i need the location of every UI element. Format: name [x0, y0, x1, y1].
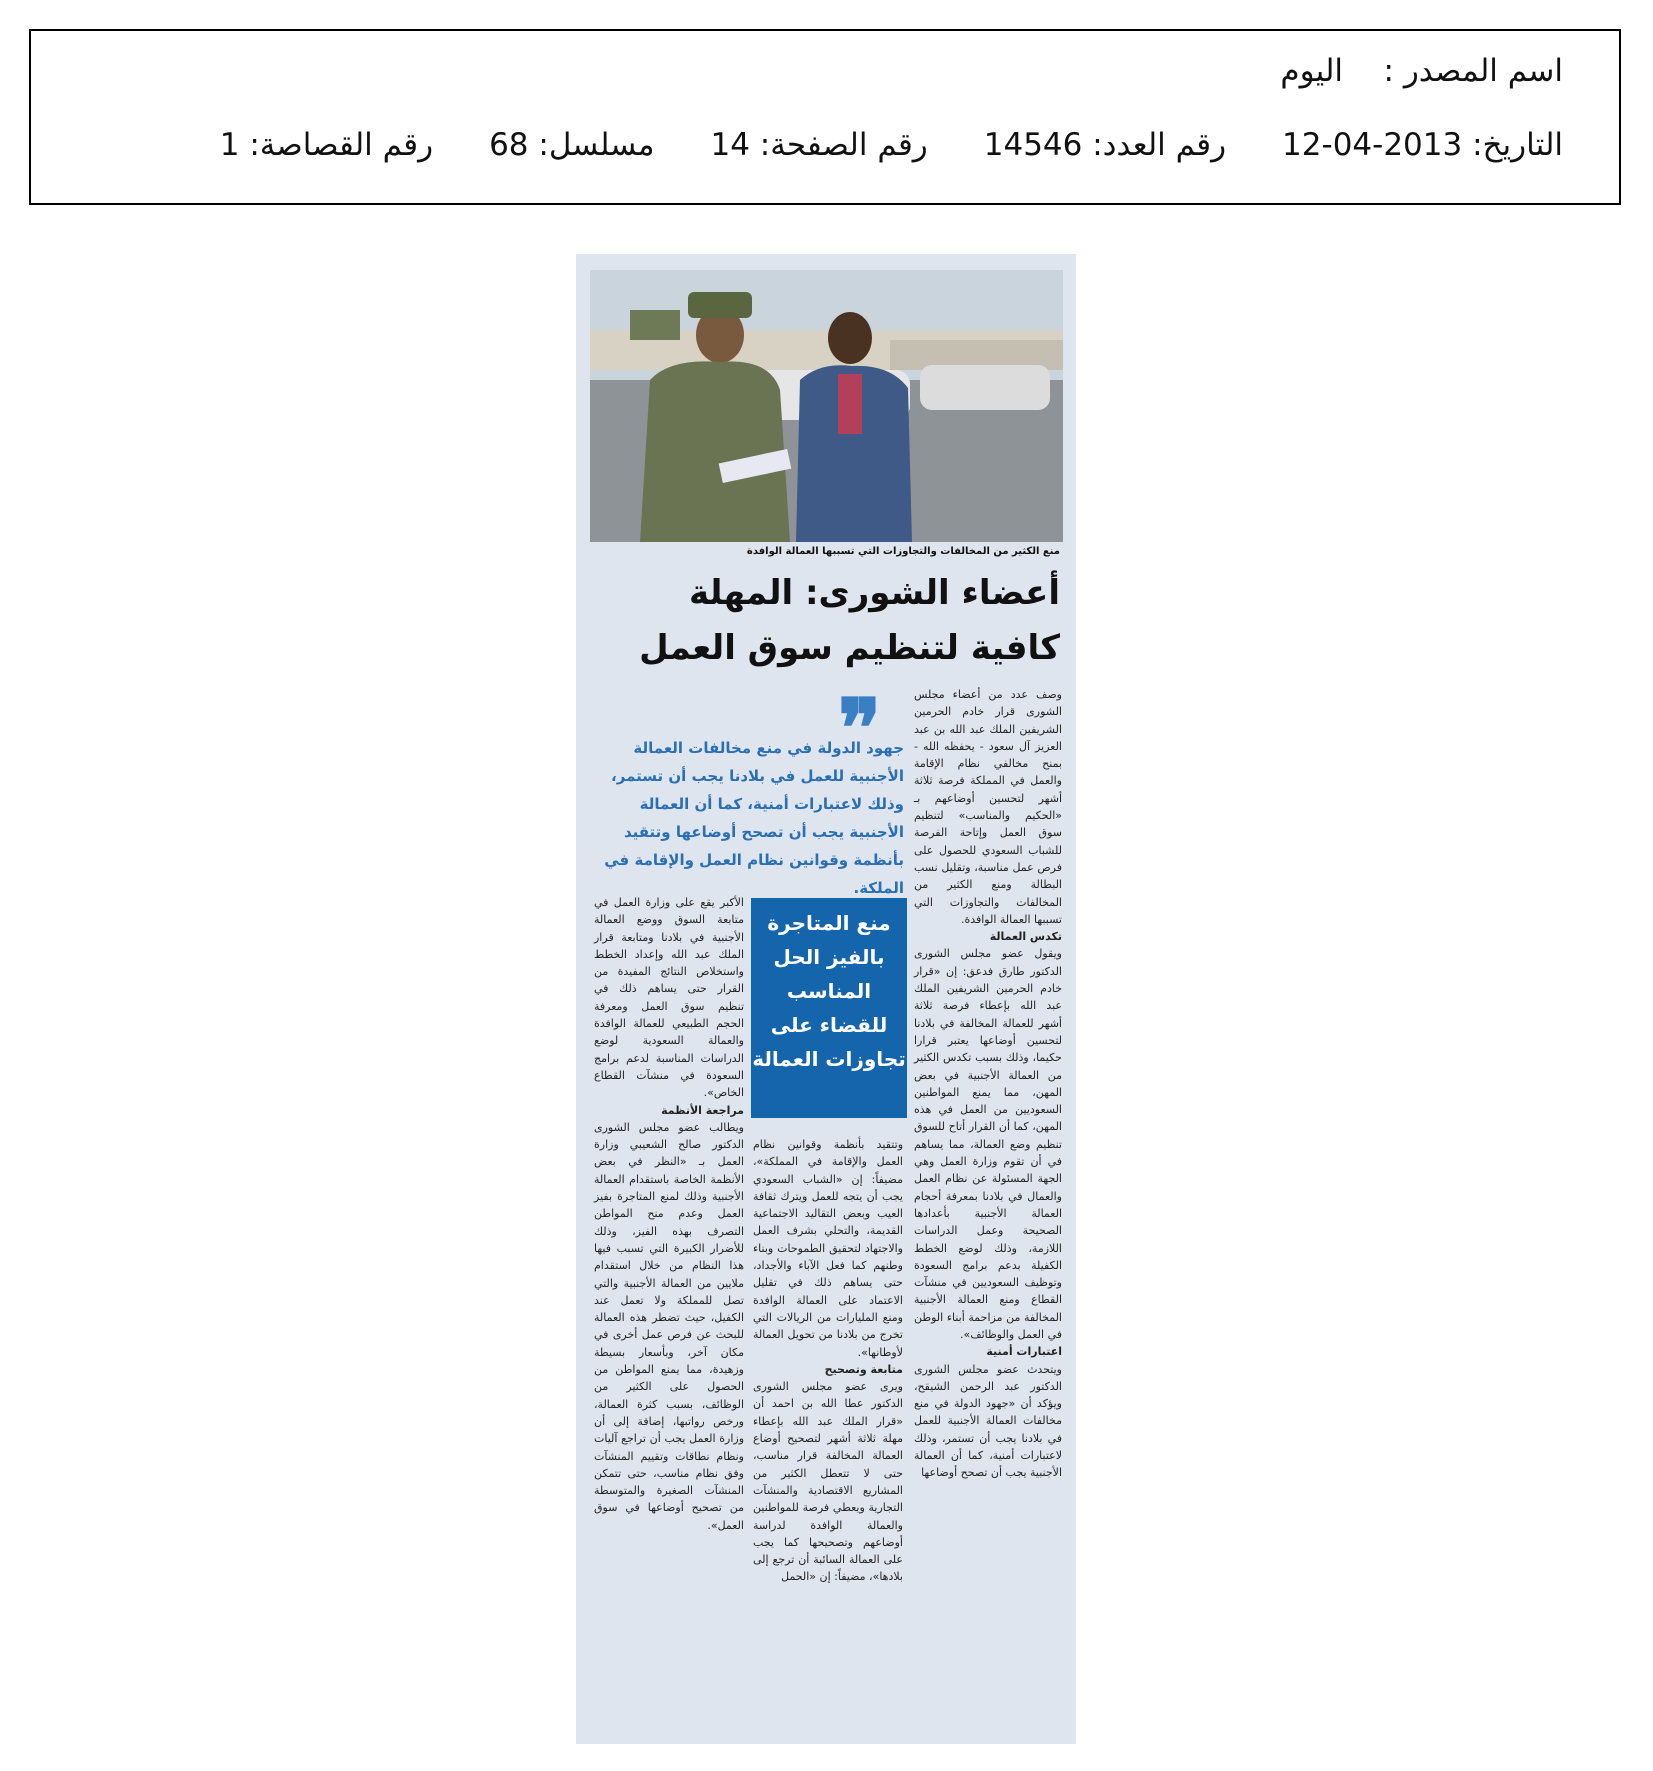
- column-middle: [753, 1136, 903, 1586]
- source-label: اسم المصدر :: [1383, 53, 1563, 89]
- column-left: [594, 894, 744, 1534]
- date-field: التاريخ: 2013-04-12: [1282, 127, 1563, 163]
- paragraph: ويطالب عضو مجلس الشورى الدكتور صالح الشعيبي وزارة العمل بـ «النظر في بعض الأنظمة الخاصة باستقدام العمالة الأجنبية وذلك لمنع المتاجرة بفيز العمل وعدم منح المواطن التصرف بهذه الفيز، وذلك للأضرار الكبيرة التي تسبب فيها هذا النظام من خلال استقدام ملايين من العمالة الأجنبية والتي تصل للمملكة ولا تعمل عند الكفيل، حيث تضطر هذه العمالة للبحث عن فرص عمل أخرى في مكان آخر، وبأسعار بسيطة وزهيدة، مما يمنع المواطن من الحصول على الكثير من الوظائف، بسبب كثرة العمالة، ورخص رواتبها، إضافة إلى أن وزارة العمل يجب أن تراجع آليات ونظام نطاقات وتقييم المنشآت وفق نظام مناسب، حتى تتمكن المنشآت الصغيرة والمتوسطة من تصحيح أوضاعها في سوق العمل».: [594, 1120, 744, 1532]
- paragraph: ويتحدث عضو مجلس الشورى الدكتور عبد الرحمن الشيقح، ويؤكد أن «جهود الدولة في منع مخالفات العمالة الأجنبية للعمل في بلادنا يجب أن تستمر، وذلك لاعتبارات أمنية، كما أن العمالة الأجنبية يجب أن تصحح أوضاعها: [914, 1362, 1062, 1480]
- paragraph: وتتقيد بأنظمة وقوانين نظام العمل والإقامة في المملكة»، مضيفاً: إن «الشباب السعودي يجب أن يتجه للعمل ويترك ثقافة العيب وبعض التقاليد الاجتماعية القديمة، والتحلي بشرف العمل والاجتهاد لتحقيق الطموحات وبناء وطنهم كما فعل الآباء والأجداد، حتى يساهم ذلك في تقليل الاعتماد على العمالة الوافدة ومنع المليارات من الريالات التي تخرج من بلادنا من تحويل العمالة لأوطانها».: [753, 1138, 903, 1359]
- subheading: مراجعة الأنظمة: [661, 1103, 744, 1117]
- column-right: [914, 686, 1062, 1482]
- source-row: [1280, 53, 1563, 89]
- header-box: [29, 29, 1621, 205]
- paragraph: ويقول عضو مجلس الشورى الدكتور طارق فدعق: إن «قرار خادم الحرمين الشريفين الملك عبد الله بإعطاء فرصة ثلاثة أشهر للعمالة المخالفة في بلادنا لتحسين أوضاعها يعتبر قرارا حكيما، وذلك بسبب تكدس الكثير من العمالة الأجنبية في بعض المهن، مما يمنع المواطنين السعوديين من العمل في هذه المهن، كما أن القرار أتاح للسوق تنظيم وضع العمالة، مما يساهم في أن تقوم وزارة العمل وهي الجهة المسئولة عن نظام العمل والعمال في بلادنا بمعرفة أحجام العمالة الأجنبية بأعدادها الصحيحة وعمل الدراسات اللازمة، وذلك لوضع الخطط الكفيلة بدعم برامج السعودة وتوظيف السعوديين في منشآت القطاع ومنع العمالة الأجنبية المخالفة من مزاحمة أبناء الوطن في العمل والوظائف».: [914, 947, 1062, 1341]
- meta-row: [220, 127, 1563, 163]
- photo-caption: منع الكثير من المخالفات والتجاوزات التي تسببها العمالة الوافدة: [746, 546, 1060, 557]
- article-headline: أعضاء الشورى: المهلة كافية لتنظيم سوق العمل: [639, 573, 1060, 668]
- clip-field: رقم القصاصة: 1: [219, 127, 434, 163]
- issue-field: رقم العدد: 14546: [983, 127, 1227, 163]
- pull-quote: جهود الدولة في منع مخالفات العمالة الأجنبية للعمل في بلادنا يجب أن تستمر، وذلك لاعتبارات أمنية، كما أن العمالة الأجنبية يجب أن تصحح أوضاعها وتتقيد بأنظمة وقوانين نظام العمل والإقامة في الملكة.: [604, 739, 904, 897]
- paragraph: الأكبر يقع على وزارة العمل في متابعة السوق ووضع العمالة الأجنبية في بلادنا ومتابعة قرار الملك عبد الله وإعداد الخطط واستخلاص النتائج المفيدة من القرار حتى يساهم ذلك في تنظيم سوق العمل ومعرفة الحجم الطبيعي للعمالة الوافدة والعمالة السعودية لوضع الدراسات المناسبة لدعم برامج السعودة في منشآت القطاع الخاص».: [594, 896, 744, 1100]
- quote-icon: ❞: [838, 681, 882, 775]
- page-field: رقم الصفحة: 14: [710, 127, 928, 163]
- serial-field: مسلسل: 68: [489, 127, 655, 163]
- subheading: تكدس العمالة: [989, 930, 1062, 944]
- subheading: متابعة وتصحيح: [824, 1362, 903, 1376]
- article-photo: [590, 270, 1063, 542]
- source-value: اليوم: [1280, 53, 1343, 89]
- subheading: اعتبارات أمنية: [986, 1345, 1062, 1359]
- paragraph: وصف عدد من أعضاء مجلس الشورى قرار خادم الحرمين الشريفين الملك عبد الله بن عبد العزيز آل سعود - يحفظه الله - بمنح مخالفي نظام الإقامة والعمل في المملكة فرصة ثلاثة أشهر لتحسين أوضاعهم بـ «الحكيم والمناسب» لتنظيم سوق العمل وإتاحة الفرصة للشباب السعودي للحصول على فرص عمل مناسبة، وتقليل نسب البطالة ومنع الكثير من المخالفات والتجاوزات التي تسببها العمالة الوافدة.: [914, 688, 1062, 926]
- newspaper-clipping: [576, 254, 1076, 1744]
- paragraph: ويرى عضو مجلس الشورى الدكتور عطا الله بن احمد أن «قرار الملك عبد الله بإعطاء مهلة ثلاثة أشهر لتصحيح أوضاع العمالة المخالفة قرار مناسب، حتى لا تتعطل الكثير من المشاريع الاقتصادية والمنشآت التجارية ويعطي فرصة للمواطنين والعمالة الوافدة لدراسة أوضاعهم وتصحيحها كما يجب على العمالة السائبة أن ترجع إلى بلادها»، مضيفاً: إن «الحمل: [753, 1380, 903, 1584]
- highlight-box: منع المتاجرة بالفيز الحل المناسب للقضاء على تجاوزات العمالة: [751, 898, 907, 1118]
